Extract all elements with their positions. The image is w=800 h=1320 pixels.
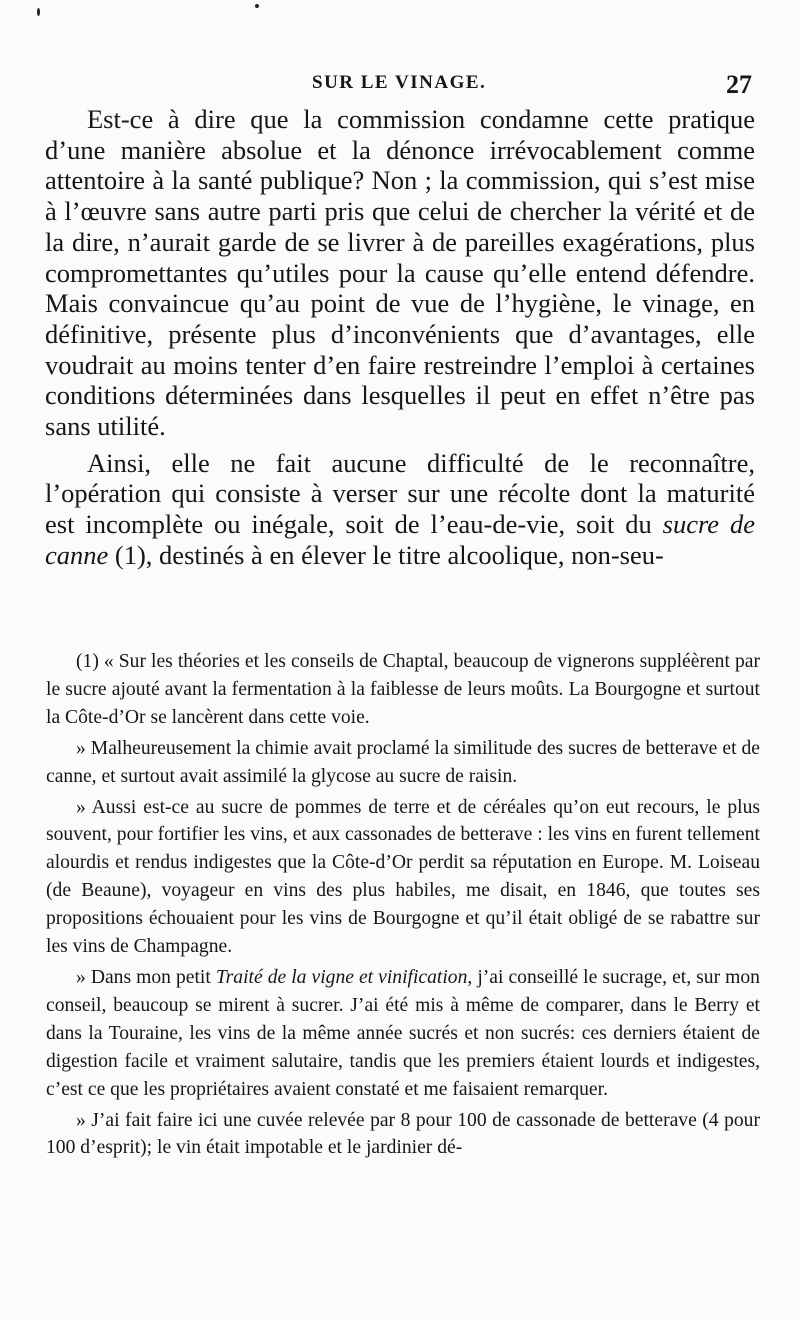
main-text <box>45 104 755 571</box>
paragraph-text: (1), destinés à en élever le titre alcoolique, non-seu- <box>108 539 664 570</box>
footnote-text: » Dans mon petit <box>76 966 216 988</box>
footnotes <box>46 648 760 1162</box>
footnote-paragraph: » Malheureusement la chimie avait proclamé la similitude des sucres de betterave et de canne, et surtout avait assimilé la glycose au sucre de raisin. <box>46 737 760 787</box>
paragraph-text: Ainsi, elle ne fait aucune difficulté de le reconnaître, l’opération qui consiste à verser sur une récolte dont la maturité est incomplète ou inégale, soit de l’eau-de-vie, soit du <box>45 447 755 540</box>
footnote-paragraph: » Aussi est-ce au sucre de pommes de terre et de céréales qu’on eut recours, le plus souvent, pour fortifier les vins, et aux cassonades de betterave : les vins en furent tellement alourdis et rendus indigestes que la Côte-d’Or perdit sa réputation en Europe. M. Loiseau (de Beaune), voyageur en vins des plus habiles, me disait, en 1846, que toutes ses propositions échouaient pour les vins de Bourgogne et qu’il était obligé de se rabattre sur les vins de Champagne. <box>46 796 760 958</box>
page-number: 27 <box>726 70 752 99</box>
ink-spot <box>37 8 40 16</box>
footnote-paragraph: » J’ai fait faire ici une cuvée relevée par 8 pour 100 de cassonade de betterave (4 pour 100 d’esprit); le vin était impotable et le jardinier dé- <box>46 1109 760 1159</box>
italic-title: Traité de la vigne et vinification <box>215 966 468 988</box>
footnote-paragraph <box>46 964 760 1104</box>
body-paragraph <box>45 448 755 571</box>
body-paragraph: Est-ce à dire que la commission condamne cette pratique d’une manière absolue et la dénonce irrévocablement comme attentoire à la santé publique? Non ; la commission, qui s’est mise à l’œuvre sans autre parti pris que celui de chercher la vérité et de la dire, n’aurait garde de se livrer à de pareilles exagérations, plus compromettantes qu’utiles pour la cause qu’elle entend défendre. Mais convaincue qu’au point de vue de l’hygiène, le vinage, en définitive, présente plus d’inconvénients que d’avantages, elle voudrait au moins tenter d’en faire restreindre l’emploi à certaines conditions déterminées dans lesquelles il peut en effet n’être pas sans utilité. <box>45 104 755 442</box>
footnote-text: , j’ai conseillé le sucrage, et, sur mon conseil, beaucoup se mirent à sucrer. J’ai été mis à même de comparer, dans le Berry et dans la Touraine, les vins de la même année sucrés et non sucrés: ces derniers étaient de digestion facile et vraiment salutaire, tandis que les premiers étaient lourds et indigestes, c’est ce que les propriétaires avaient constaté et me faisaient remarquer. <box>46 966 760 1100</box>
running-title: SUR LE VINAGE. <box>312 72 487 93</box>
footnote-paragraph: (1) « Sur les théories et les conseils de Chaptal, beaucoup de vignerons suppléèrent par le sucre ajouté avant la fermentation à la faiblesse de leurs moûts. La Bourgogne et surtout la Côte-d’Or se lancèrent dans cette voie. <box>46 651 760 728</box>
running-head <box>0 70 800 104</box>
ink-spot <box>255 4 259 8</box>
italic-term: sucre de canne <box>45 509 755 570</box>
